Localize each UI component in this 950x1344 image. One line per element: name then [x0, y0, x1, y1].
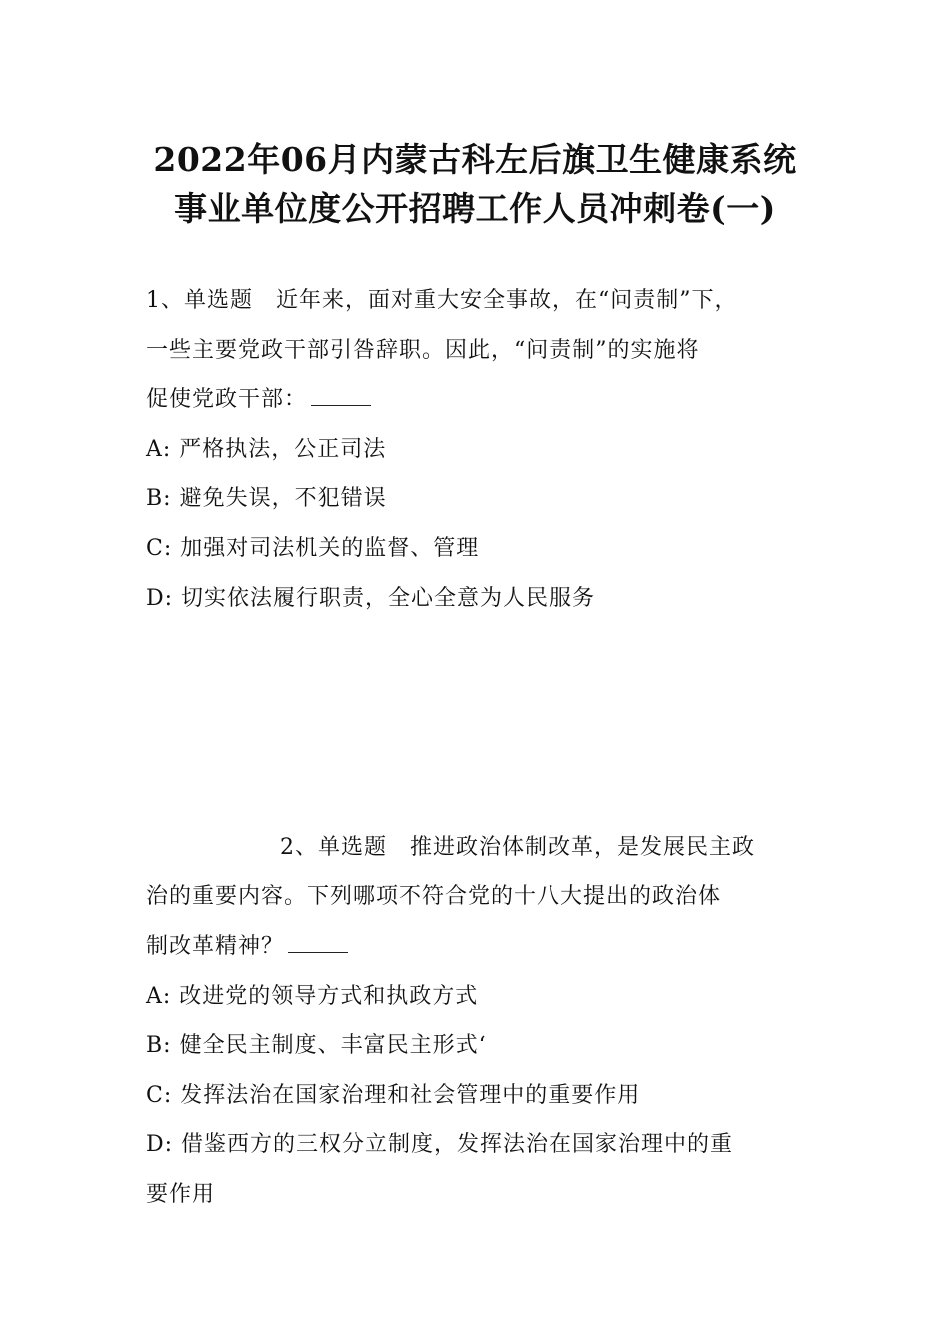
question-1-option-d: D: 切实依法履行职责，全心全意为人民服务 — [146, 586, 596, 611]
question-2-line-3-text: 制改革精神？ — [146, 934, 285, 959]
question-1-line-3 — [146, 385, 371, 415]
question-1-option-b: B: 避免失误，不犯错误 — [146, 486, 387, 511]
question-1-option-c: C: 加强对司法机关的监督、管理 — [146, 536, 480, 561]
question-2-option-a: A: 改进党的领导方式和执政方式 — [146, 984, 479, 1009]
document-title-line-2: 事业单位度公开招聘工作人员冲刺卷(一) — [174, 189, 776, 228]
question-1-line-2: 一些主要党政干部引咎辞职。因此，“问责制”的实施将 — [146, 338, 700, 363]
question-2-option-d-continued: 要作用 — [146, 1182, 216, 1207]
document-title-line-1: 2022年06月内蒙古科左后旗卫生健康系统 — [153, 140, 797, 179]
question-2-option-d: D: 借鉴西方的三权分立制度，发挥法治在国家治理中的重 — [146, 1132, 734, 1157]
question-1-line-1: 1、单选题 近年来，面对重大安全事故，在“问责制”下， — [146, 288, 738, 313]
question-2-line-1: 2、单选题 推进政治体制改革，是发展民主政 — [280, 835, 755, 860]
question-1-option-a: A: 严格执法，公正司法 — [146, 437, 387, 462]
answer-blank — [288, 934, 348, 953]
question-2-line-3 — [146, 932, 348, 962]
answer-blank — [311, 387, 371, 406]
question-2-option-c: C: 发挥法治在国家治理和社会管理中的重要作用 — [146, 1083, 641, 1108]
question-2-option-b: B: 健全民主制度、丰富民主形式‘ — [146, 1033, 487, 1058]
question-2-line-2: 治的重要内容。下列哪项不符合党的十八大提出的政治体 — [146, 884, 722, 909]
question-1-line-3-text: 促使党政干部： — [146, 387, 308, 412]
